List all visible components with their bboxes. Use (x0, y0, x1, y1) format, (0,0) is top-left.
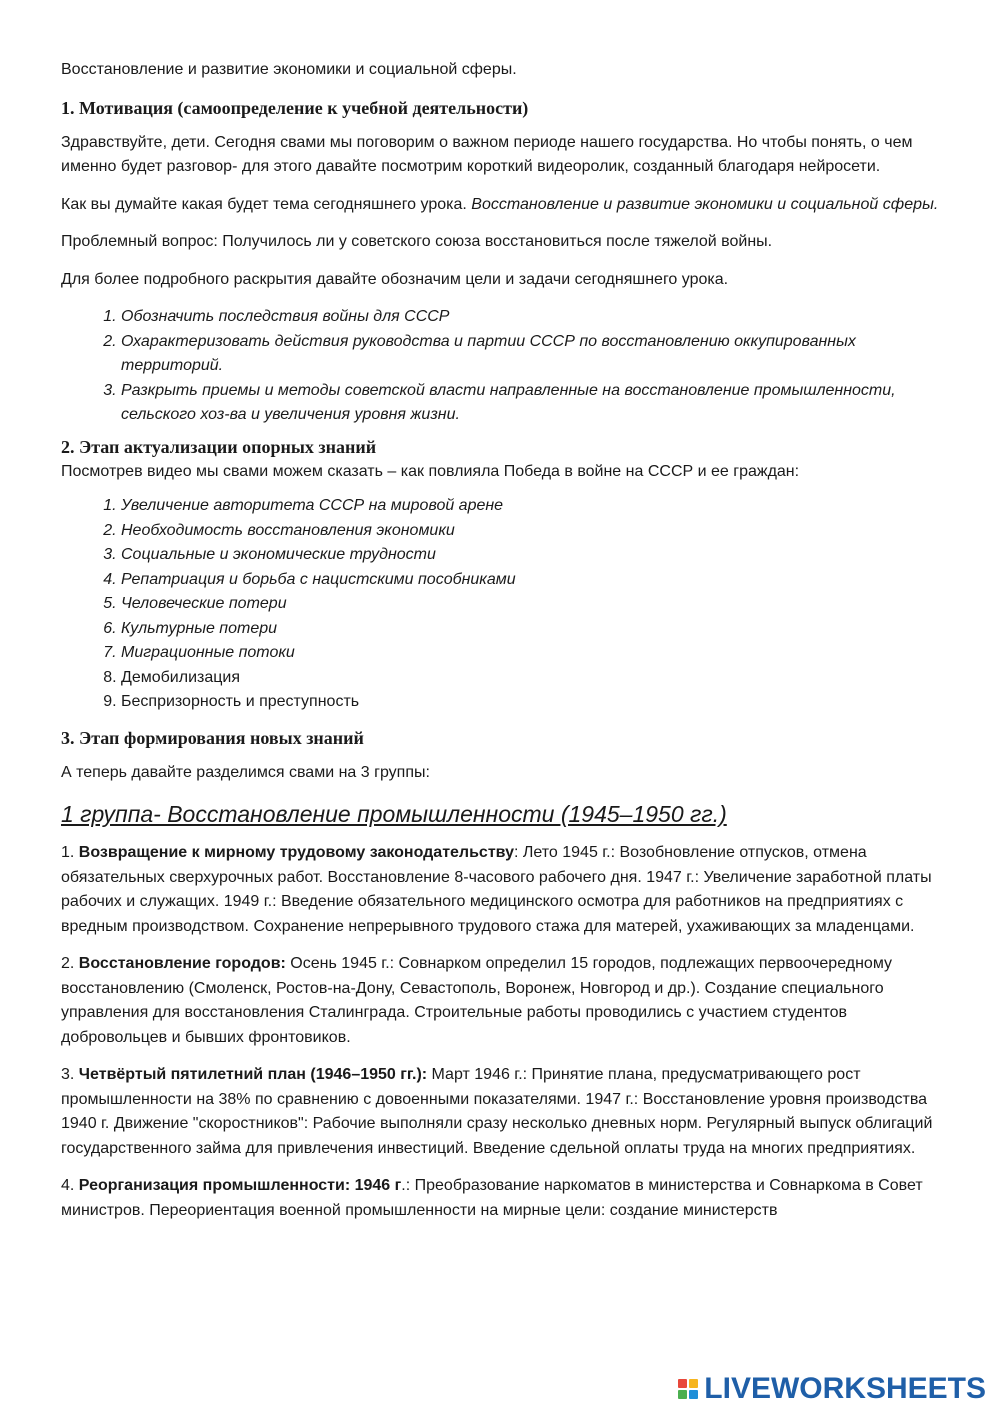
point-title: Четвёртый пятилетний план (1946–1950 гг.): (78, 1066, 428, 1083)
list-item: 7. Миграционные потоки (121, 641, 941, 666)
groups-intro: А теперь давайте разделимся свами на 3 группы: (61, 763, 430, 781)
greeting-paragraph: Здравствуйте, дети. Сегодня свами мы поговорим о важном периоде нашего государства. Но чтобы понять, о чем именно будет разговор- для этого давайте посмотрим короткий видеоролик, созданный благодаря нейросети. (61, 133, 913, 175)
list-item: 2. Необходимость восстановления экономики (121, 519, 941, 544)
list-item: 8. Демобилизация (121, 666, 941, 691)
victory-impact-list (61, 494, 941, 715)
point-text: .: Преобразование наркоматов в министерства и Совнаркома в Совет министров. Переориентация военной промышленности на мирные цели: создание министерств (61, 1177, 923, 1219)
logo-square (689, 1390, 698, 1399)
lesson-topic-line: Восстановление и развитие экономики и социальной сферы. (61, 61, 517, 78)
list-item: 2. Охарактеризовать действия руководства и партии СССР по восстановлению оккупированных территорий. (121, 330, 941, 379)
logo-text: LIVEWORKSHEETS (704, 1372, 986, 1405)
point-number: 2. (61, 955, 79, 972)
topic-question-text: Как вы думайте какая будет тема сегодняшнего урока. (61, 195, 472, 213)
point-number: 3. (61, 1066, 79, 1083)
list-item: 1. Увеличение авторитета СССР на мировой арене (121, 494, 941, 519)
list-item: 6. Культурные потери (121, 617, 941, 642)
group-1-title: 1 группа- Восстановление промышленности (1945–1950 гг.) (61, 801, 727, 827)
point-title: Восстановление городов: (78, 955, 286, 972)
point-number: 1. (61, 844, 79, 861)
topic-answer-italic: Восстановление и развитие экономики и социальной сферы. (471, 195, 939, 213)
list-item: 9. Беспризорность и преступность (121, 690, 941, 715)
list-item: 3. Разкрыть приемы и методы советской власти направленные на восстановление промышленности, сельского хоз-ва и увеличения уровня жизни. (121, 379, 941, 428)
document-content (61, 58, 941, 1236)
liveworksheets-logo (678, 1372, 986, 1406)
point-industry-reorganization (61, 1174, 941, 1223)
point-title: Реорганизация промышленности: 1946 г (78, 1177, 402, 1194)
topic-question-paragraph (61, 193, 941, 218)
logo-mark-icon (678, 1379, 698, 1399)
list-item: 1. Обозначить последствия войны для СССР (121, 305, 941, 330)
point-five-year-plan (61, 1063, 941, 1161)
point-text: Осень 1945 г.: Совнарком определил 15 городов, подлежащих первоочередному восстановлению (Смоленск, Ростов-на-Дону, Севастополь, Воронеж, Новгород и др.). Создание специального управления для восстановления Сталинграда. Строительные работы проводились с участием студентов добровольцев и бывших фронтовиков. (61, 955, 892, 1046)
motivation-heading: 1. Мотивация (самоопределение к учебной деятельности) (61, 97, 529, 118)
list-item: 5. Человеческие потери (121, 592, 941, 617)
point-labor-law (61, 841, 941, 939)
new-knowledge-heading: 3. Этап формирования новых знаний (61, 727, 364, 748)
point-text: Март 1946 г.: Принятие плана, предусматривающего рост промышленности на 38% по сравнению с довоенными показателями. 1947 г.: Восстановление уровня производства 1940 г. Движение "скоростников": Рабочие выполняли сразу несколько дневных норм. Регулярный выпуск облигаций государственного займа для привлечения инвестиций. Введение сдельной оплаты труда на многих предприятиях. (61, 1066, 933, 1157)
logo-square (678, 1390, 687, 1399)
problem-question: Проблемный вопрос: Получилось ли у советского союза восстановиться после тяжелой войны. (61, 233, 773, 250)
logo-square (678, 1379, 687, 1388)
point-text: : Лето 1945 г.: Возобновление отпусков, отмена обязательных сверхурочных работ. Восстановление 8-часового рабочего дня. 1947 г.: Увеличение заработной платы рабочих и служащих. 1949 г.: Введение обязательного медицинского осмотра для работников на предприятиях с вредным производством. Сохранение непрерывного трудового стажа для матерей, ухаживающих за младенцами. (61, 844, 932, 935)
list-item: 3. Социальные и экономические трудности (121, 543, 941, 568)
actualization-heading: 2. Этап актуализации опорных знаний (61, 436, 377, 457)
point-city-restoration (61, 952, 941, 1050)
point-number: 4. (61, 1177, 79, 1194)
goals-list (61, 305, 941, 428)
logo-square (689, 1379, 698, 1388)
goals-intro: Для более подробного раскрытия давайте обозначим цели и задачи сегодняшнего урока. (61, 270, 729, 288)
actualization-intro: Посмотрев видео мы свами можем сказать – как повлияла Победа в войне на СССР и ее граждан: (61, 462, 800, 480)
list-item: 4. Репатриация и борьба с нацистскими пособниками (121, 568, 941, 593)
point-title: Возвращение к мирному трудовому законодательству (78, 844, 514, 861)
